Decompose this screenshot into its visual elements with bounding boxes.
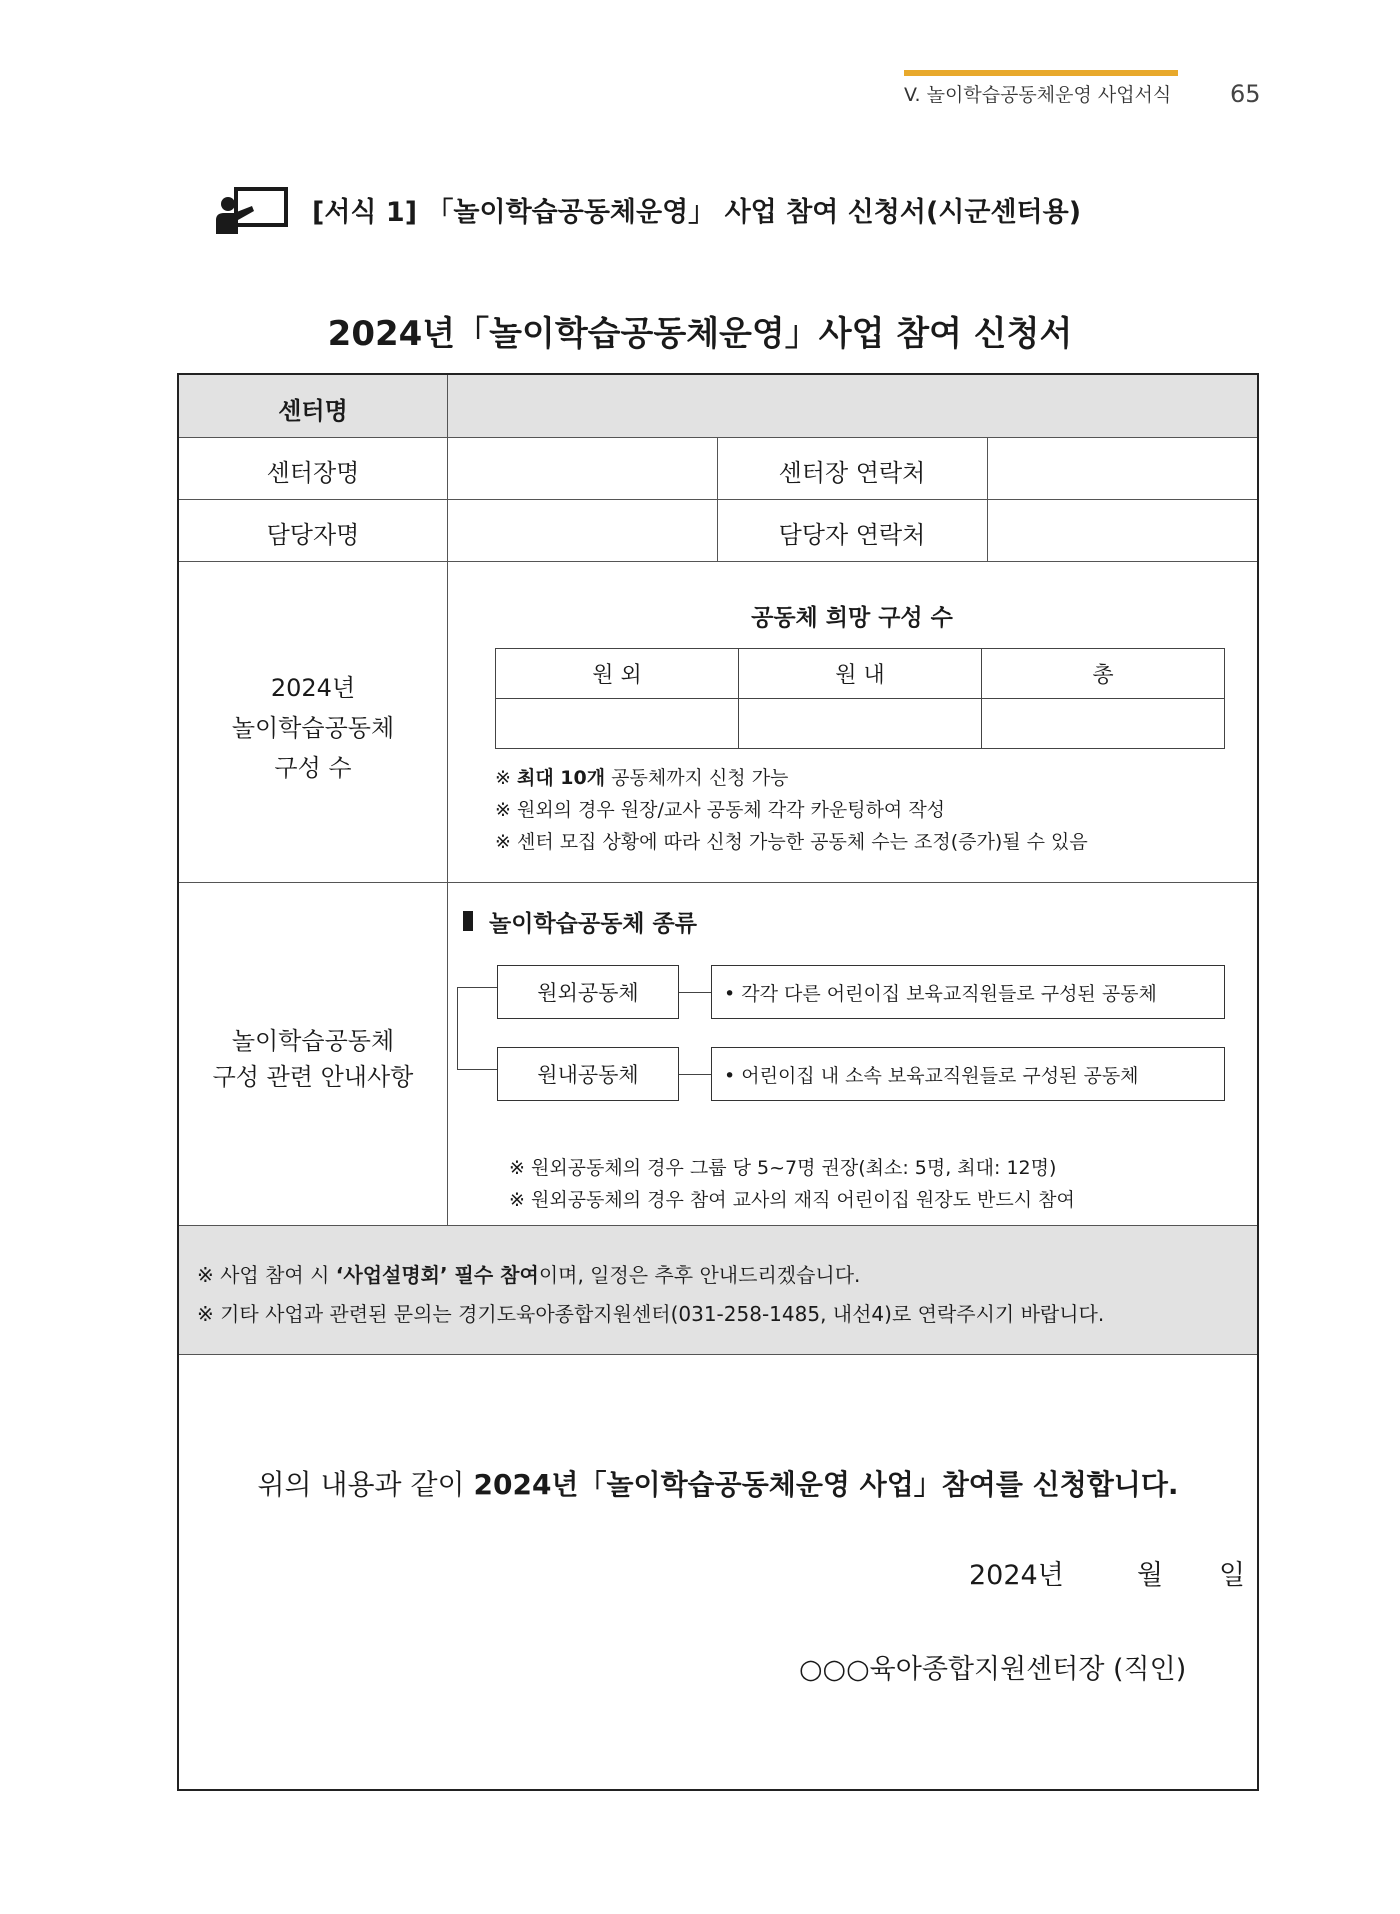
composition-label-year: 2024년 [270,674,356,702]
total-count-field[interactable] [982,699,1225,749]
guide-row-label [179,1023,447,1095]
page-title: 2024년「놀이학습공동체운영」사업 참여 신청서 [327,314,1073,354]
type-outside-box: 원외공동체 [497,965,679,1019]
composition-note-3: ※ 센터 모집 상황에 따라 신청 가능한 공동체 수는 조정(증가)될 수 있음 [495,831,1088,853]
composition-label-count: 구성 수 [274,754,352,782]
application-form [177,373,1259,1791]
director-name-field[interactable] [449,439,715,497]
page-number: 65 [1230,80,1261,108]
type-outside-desc: • 각각 다른 어린이집 보육교직원들로 구성된 공동체 [711,965,1225,1019]
composition-note-1: ※ 최대 10개 공동체까지 신청 가능 [495,767,789,789]
manager-contact-field[interactable] [989,501,1257,559]
guide-label-line1: 놀이학습공동체 [231,1027,395,1055]
type-inside-desc: • 어린이집 내 소속 보육교직원들로 구성된 공동체 [711,1047,1225,1101]
director-name-label: 센터장명 [266,459,360,487]
director-contact-field[interactable] [989,439,1257,497]
section-title: V. 놀이학습공동체운영 사업서식 [904,84,1172,106]
composition-note-2: ※ 원외의 경우 원장/교사 공동체 각각 카운팅하여 작성 [495,799,946,821]
presentation-icon [214,186,290,236]
guide-heading: 놀이학습공동체 종류 [489,911,697,937]
composition-table-header [496,649,1225,699]
date-month: 월 [1137,1560,1164,1591]
notice-line-1: ※ 사업 참여 시 ‘사업설명회’ 필수 참여이며, 일정은 추후 안내드리겠습니다. [197,1263,861,1287]
notice-area [179,1226,1257,1354]
guide-note-1: ※ 원외공동체의 경우 그룹 당 5~7명 권장(최소: 5명, 최대: 12명) [509,1157,1057,1179]
inside-count-field[interactable] [739,699,982,749]
composition-row-label [179,668,447,788]
composition-table-input-row [496,699,1225,749]
director-contact-label: 센터장 연락처 [778,459,926,487]
manager-name-label: 담당자명 [266,521,360,549]
composition-heading: 공동체 희망 구성 수 [751,605,953,631]
notice-line-2: ※ 기타 사업과 관련된 문의는 경기도육아종합지원센터(031-258-1485, 내선4)로 연락주시기 바랍니다. [197,1302,1105,1326]
square-bullet-icon [463,911,473,931]
date-year: 2024년 [969,1560,1064,1591]
header-accent-bar [904,70,1178,76]
col-outside: 원 외 [496,649,739,699]
guide-note-2: ※ 원외공동체의 경우 참여 교사의 재직 어린이집 원장도 반드시 참여 [509,1189,1075,1211]
manager-name-field[interactable] [449,501,715,559]
signature-line: ○○○육아종합지원센터장 (직인) [799,1654,1187,1685]
declaration-text: 위의 내용과 같이 2024년「놀이학습공동체운영 사업」참여를 신청합니다. [257,1468,1179,1501]
composition-label-name: 놀이학습공동체 [231,714,395,742]
form-label: [서식 1] 「놀이학습공동체운영」 사업 참여 신청서(시군센터용) [312,197,1082,228]
center-name-label: 센터명 [278,397,348,425]
composition-table [495,648,1225,749]
type-inside-box: 원내공동체 [497,1047,679,1101]
col-total: 총 [982,649,1225,699]
guide-label-line2: 구성 관련 안내사항 [212,1063,414,1091]
center-name-field[interactable] [449,377,1257,435]
col-inside: 원 내 [739,649,982,699]
outside-count-field[interactable] [496,699,739,749]
date-day: 일 [1219,1560,1246,1591]
manager-contact-label: 담당자 연락처 [778,521,926,549]
